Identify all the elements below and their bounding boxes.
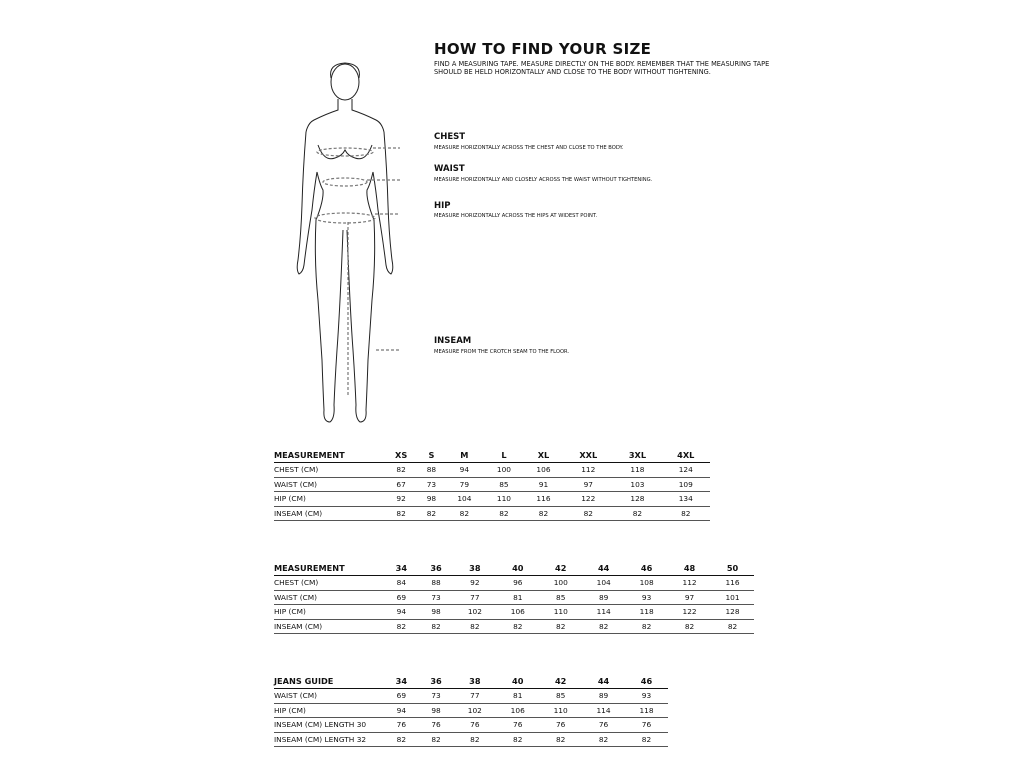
table-cell: 114	[582, 605, 625, 620]
table-cell: 93	[625, 590, 668, 605]
column-header: 40	[496, 561, 539, 576]
chest-label: CHEST	[434, 132, 466, 142]
column-header: 48	[668, 561, 711, 576]
table-cell: 76	[384, 718, 419, 733]
table-cell: 81	[496, 689, 539, 704]
table-row	[274, 463, 710, 478]
hip-description: MEASURE HORIZONTALLY ACROSS THE HIPS AT WIDEST POINT.	[434, 213, 598, 219]
row-label: INSEAM (CM)	[274, 619, 384, 634]
table-row	[274, 590, 754, 605]
table-cell: 108	[625, 576, 668, 591]
table-header-row	[274, 448, 710, 463]
table-cell: 98	[419, 703, 454, 718]
column-header: 46	[625, 561, 668, 576]
table-cell: 122	[668, 605, 711, 620]
table-cell: 82	[711, 619, 754, 634]
table-row	[274, 619, 754, 634]
table-row	[274, 703, 668, 718]
inseam-label: INSEAM	[434, 336, 472, 346]
table-cell: 102	[453, 703, 496, 718]
table-cell: 106	[524, 463, 564, 478]
column-header: 38	[453, 674, 496, 689]
waist-description: MEASURE HORIZONTALLY AND CLOSELY ACROSS THE WAIST WITHOUT TIGHTENING.	[434, 177, 653, 183]
body-figure-illustration	[290, 60, 400, 430]
table-cell: 67	[384, 477, 418, 492]
table-cell: 76	[582, 718, 625, 733]
table-cell: 100	[484, 463, 524, 478]
table-cell: 94	[384, 703, 419, 718]
column-header: MEASUREMENT	[274, 448, 384, 463]
table-cell: 76	[453, 718, 496, 733]
table-cell: 77	[453, 590, 496, 605]
table-cell: 88	[418, 463, 444, 478]
table-cell: 79	[445, 477, 485, 492]
table-cell: 128	[711, 605, 754, 620]
table-cell: 97	[563, 477, 613, 492]
table-cell: 106	[496, 605, 539, 620]
table-cell: 98	[418, 492, 444, 507]
table-cell: 82	[539, 732, 582, 747]
table-cell: 100	[539, 576, 582, 591]
table-cell: 104	[445, 492, 485, 507]
column-header: 50	[711, 561, 754, 576]
table-row	[274, 689, 668, 704]
table-cell: 94	[445, 463, 485, 478]
table-cell: 82	[496, 619, 539, 634]
row-label: WAIST (CM)	[274, 689, 384, 704]
table-cell: 97	[668, 590, 711, 605]
table-cell: 82	[484, 506, 524, 521]
jeans-guide-table	[274, 674, 668, 747]
row-label: HIP (CM)	[274, 605, 384, 620]
table-cell: 128	[613, 492, 661, 507]
column-header: XS	[384, 448, 418, 463]
table-cell: 77	[453, 689, 496, 704]
table-row	[274, 605, 754, 620]
table-row	[274, 718, 668, 733]
table-row	[274, 576, 754, 591]
table-cell: 82	[453, 732, 496, 747]
row-label: INSEAM (CM)	[274, 506, 384, 521]
inseam-description: MEASURE FROM THE CROTCH SEAM TO THE FLOOR.	[434, 349, 570, 355]
table-header-row	[274, 561, 754, 576]
table-cell: 82	[384, 619, 419, 634]
table-cell: 109	[662, 477, 710, 492]
table-cell: 82	[384, 463, 418, 478]
table-cell: 101	[711, 590, 754, 605]
table-cell: 82	[419, 619, 454, 634]
column-header: M	[445, 448, 485, 463]
table-cell: 82	[496, 732, 539, 747]
table-cell: 82	[662, 506, 710, 521]
table-cell: 82	[524, 506, 564, 521]
waist-guide-line	[323, 178, 367, 186]
table-cell: 85	[539, 590, 582, 605]
intro-text: FIND A MEASURING TAPE. MEASURE DIRECTLY ON THE BODY. REMEMBER THAT THE MEASURING TAPE SHOULD BE HELD HORIZONTALLY AND CLOSE TO THE BODY WITHOUT TIGHTENING.	[434, 60, 770, 76]
column-header: 44	[582, 674, 625, 689]
table-cell: 116	[711, 576, 754, 591]
table-cell: 118	[625, 605, 668, 620]
table-cell: 94	[384, 605, 419, 620]
table-cell: 116	[524, 492, 564, 507]
table-cell: 102	[453, 605, 496, 620]
row-label: INSEAM (CM) LENGTH 32	[274, 732, 384, 747]
table-cell: 73	[419, 689, 454, 704]
table-row	[274, 477, 710, 492]
table-cell: 110	[484, 492, 524, 507]
table-cell: 112	[563, 463, 613, 478]
column-header: 4XL	[662, 448, 710, 463]
row-label: CHEST (CM)	[274, 576, 384, 591]
column-header: L	[484, 448, 524, 463]
table-cell: 73	[419, 590, 454, 605]
column-header: JEANS GUIDE	[274, 674, 384, 689]
table-cell: 82	[625, 732, 668, 747]
hip-guide-line	[315, 213, 375, 223]
table-row	[274, 506, 710, 521]
hip-label: HIP	[434, 201, 451, 211]
table-cell: 93	[625, 689, 668, 704]
table-cell: 69	[384, 590, 419, 605]
table-cell: 82	[613, 506, 661, 521]
column-header: 36	[419, 674, 454, 689]
column-header: 36	[419, 561, 454, 576]
column-header: 34	[384, 561, 419, 576]
table-cell: 82	[453, 619, 496, 634]
table-cell: 96	[496, 576, 539, 591]
row-label: HIP (CM)	[274, 492, 384, 507]
table-cell: 122	[563, 492, 613, 507]
row-label: WAIST (CM)	[274, 590, 384, 605]
table-cell: 134	[662, 492, 710, 507]
column-header: 34	[384, 674, 419, 689]
table-cell: 98	[419, 605, 454, 620]
table-cell: 89	[582, 689, 625, 704]
table-cell: 118	[625, 703, 668, 718]
waist-label: WAIST	[434, 164, 465, 174]
table-cell: 76	[625, 718, 668, 733]
table-cell: 82	[384, 506, 418, 521]
table-cell: 103	[613, 477, 661, 492]
table-cell: 76	[539, 718, 582, 733]
table-cell: 73	[418, 477, 444, 492]
figure-head	[331, 64, 359, 100]
table-row	[274, 732, 668, 747]
table-cell: 106	[496, 703, 539, 718]
table-cell: 81	[496, 590, 539, 605]
table-cell: 76	[419, 718, 454, 733]
table-cell: 88	[419, 576, 454, 591]
column-header: 40	[496, 674, 539, 689]
column-header: XL	[524, 448, 564, 463]
chest-description: MEASURE HORIZONTALLY ACROSS THE CHEST AND CLOSE TO THE BODY.	[434, 145, 624, 151]
table-cell: 82	[539, 619, 582, 634]
row-label: HIP (CM)	[274, 703, 384, 718]
table-cell: 104	[582, 576, 625, 591]
table-cell: 92	[453, 576, 496, 591]
column-header: 44	[582, 561, 625, 576]
column-header: 3XL	[613, 448, 661, 463]
table-cell: 118	[613, 463, 661, 478]
table-cell: 82	[625, 619, 668, 634]
table-cell: 85	[484, 477, 524, 492]
column-header: 42	[539, 561, 582, 576]
column-header: MEASUREMENT	[274, 561, 384, 576]
table-cell: 82	[582, 619, 625, 634]
table-cell: 112	[668, 576, 711, 591]
table-cell: 82	[668, 619, 711, 634]
size-table-numeric	[274, 561, 754, 634]
column-header: XXL	[563, 448, 613, 463]
table-header-row	[274, 674, 668, 689]
column-header: 42	[539, 674, 582, 689]
table-cell: 82	[418, 506, 444, 521]
table-cell: 82	[563, 506, 613, 521]
column-header: 38	[453, 561, 496, 576]
column-header: S	[418, 448, 444, 463]
table-cell: 82	[582, 732, 625, 747]
table-cell: 89	[582, 590, 625, 605]
table-cell: 110	[539, 605, 582, 620]
table-cell: 69	[384, 689, 419, 704]
column-header: 46	[625, 674, 668, 689]
table-cell: 82	[419, 732, 454, 747]
page-title: HOW TO FIND YOUR SIZE	[434, 40, 652, 58]
table-cell: 110	[539, 703, 582, 718]
table-row	[274, 492, 710, 507]
table-cell: 85	[539, 689, 582, 704]
row-label: WAIST (CM)	[274, 477, 384, 492]
row-label: INSEAM (CM) LENGTH 30	[274, 718, 384, 733]
table-cell: 92	[384, 492, 418, 507]
table-cell: 114	[582, 703, 625, 718]
table-cell: 76	[496, 718, 539, 733]
table-cell: 84	[384, 576, 419, 591]
row-label: CHEST (CM)	[274, 463, 384, 478]
table-cell: 82	[445, 506, 485, 521]
table-cell: 82	[384, 732, 419, 747]
size-table-letter	[274, 448, 710, 521]
table-cell: 124	[662, 463, 710, 478]
table-cell: 91	[524, 477, 564, 492]
